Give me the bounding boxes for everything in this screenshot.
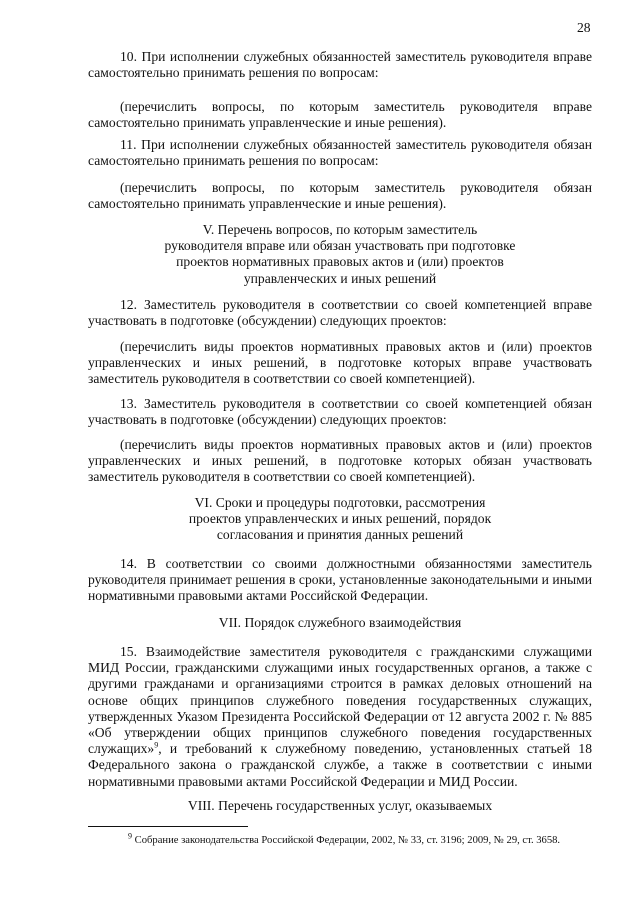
paragraph-14: 14. В соответствии со своими должностными обязанностями заместитель руководителя принимает решения в сроки, установленные законодательными и иными нормативными правовыми актами Российской Федерации.	[88, 556, 592, 604]
section-8-heading: VIII. Перечень государственных услуг, оказываемых	[187, 798, 493, 813]
paragraph-15	[88, 644, 592, 790]
section-5-heading-line-3: проектов нормативных правовых актов и (или) проектов	[176, 254, 504, 270]
section-6-heading-line-3: согласования и принятия данных решений	[216, 527, 464, 543]
page-number: 28	[577, 20, 591, 35]
paragraph-11-note: (перечислить вопросы, по которым заместитель руководителя обязан самостоятельно принимать управленческие и иные решения).	[88, 180, 592, 212]
section-5-heading-line-4: управленческих и иных решений	[243, 270, 437, 286]
section-6-heading-line-1: VI. Сроки и процедуры подготовки, рассмотрения	[194, 495, 486, 510]
paragraph-12-note: (перечислить виды проектов нормативных правовых актов и (или) проектов управленческих и иных решений, в подготовке которых вправе участвовать заместитель руководителя в соответствии со своей компетенцией).	[88, 339, 592, 387]
footnote	[128, 831, 598, 847]
paragraph-11: 11. При исполнении служебных обязанностей заместитель руководителя обязан самостоятельно принимать решения по вопросам:	[88, 137, 592, 169]
paragraph-12: 12. Заместитель руководителя в соответствии со своей компетенцией вправе участвовать в подготовке (обсуждении) следующих проектов:	[88, 297, 592, 329]
paragraph-13-note: (перечислить виды проектов нормативных правовых актов и (или) проектов управленческих и иных решений, в подготовке которых обязан участвовать заместитель руководителя в соответствии со своей компетенцией).	[88, 437, 592, 485]
section-6-heading-line-2: проектов управленческих и иных решений, порядок	[188, 511, 492, 527]
section-6-heading	[88, 495, 592, 544]
paragraph-10-note: (перечислить вопросы, по которым заместитель руководителя вправе самостоятельно принимать управленческие и иные решения).	[88, 99, 592, 131]
paragraph-15-text-b: , и требований к служебному поведению, установленных статьей 18 Федерального закона о гражданской службе, а также в соответствии с иными нормативными правовыми актами Российской Федерации и МИД России.	[88, 741, 592, 789]
footnote-separator	[88, 826, 248, 827]
footnote-text: Собрание законодательства Российской Федерации, 2002, № 33, ст. 3196; 2009, № 29, ст. 3658.	[132, 835, 561, 846]
paragraph-13: 13. Заместитель руководителя в соответствии со своей компетенцией обязан участвовать в подготовке (обсуждении) следующих проектов:	[88, 396, 592, 428]
paragraph-15-text-a: 15. Взаимодействие заместителя руководителя с гражданскими служащими МИД России, гражданскими служащими иных государственных органов, а также с другими гражданами и организациями строится в рамках деловых отношений на основе общих принципов служебного поведения государственных служащих, утвержденных Указом Президента Российской Федерации от 12 августа 2002 г. № 885 «Об утверждении общих принципов служебного поведения государственных служащих»	[88, 644, 592, 757]
paragraph-10: 10. При исполнении служебных обязанностей заместитель руководителя вправе самостоятельно принимать решения по вопросам:	[88, 49, 592, 81]
footnote-reference: 9	[154, 740, 159, 750]
section-5-heading-line-2: руководителя вправе или обязан участвовать при подготовке	[164, 238, 516, 254]
section-7-heading: VII. Порядок служебного взаимодействия	[218, 615, 462, 630]
section-5-heading-line-1: V. Перечень вопросов, по которым заместитель	[202, 222, 478, 237]
section-5-heading	[88, 222, 592, 287]
footnote-mark: 9	[128, 831, 132, 841]
